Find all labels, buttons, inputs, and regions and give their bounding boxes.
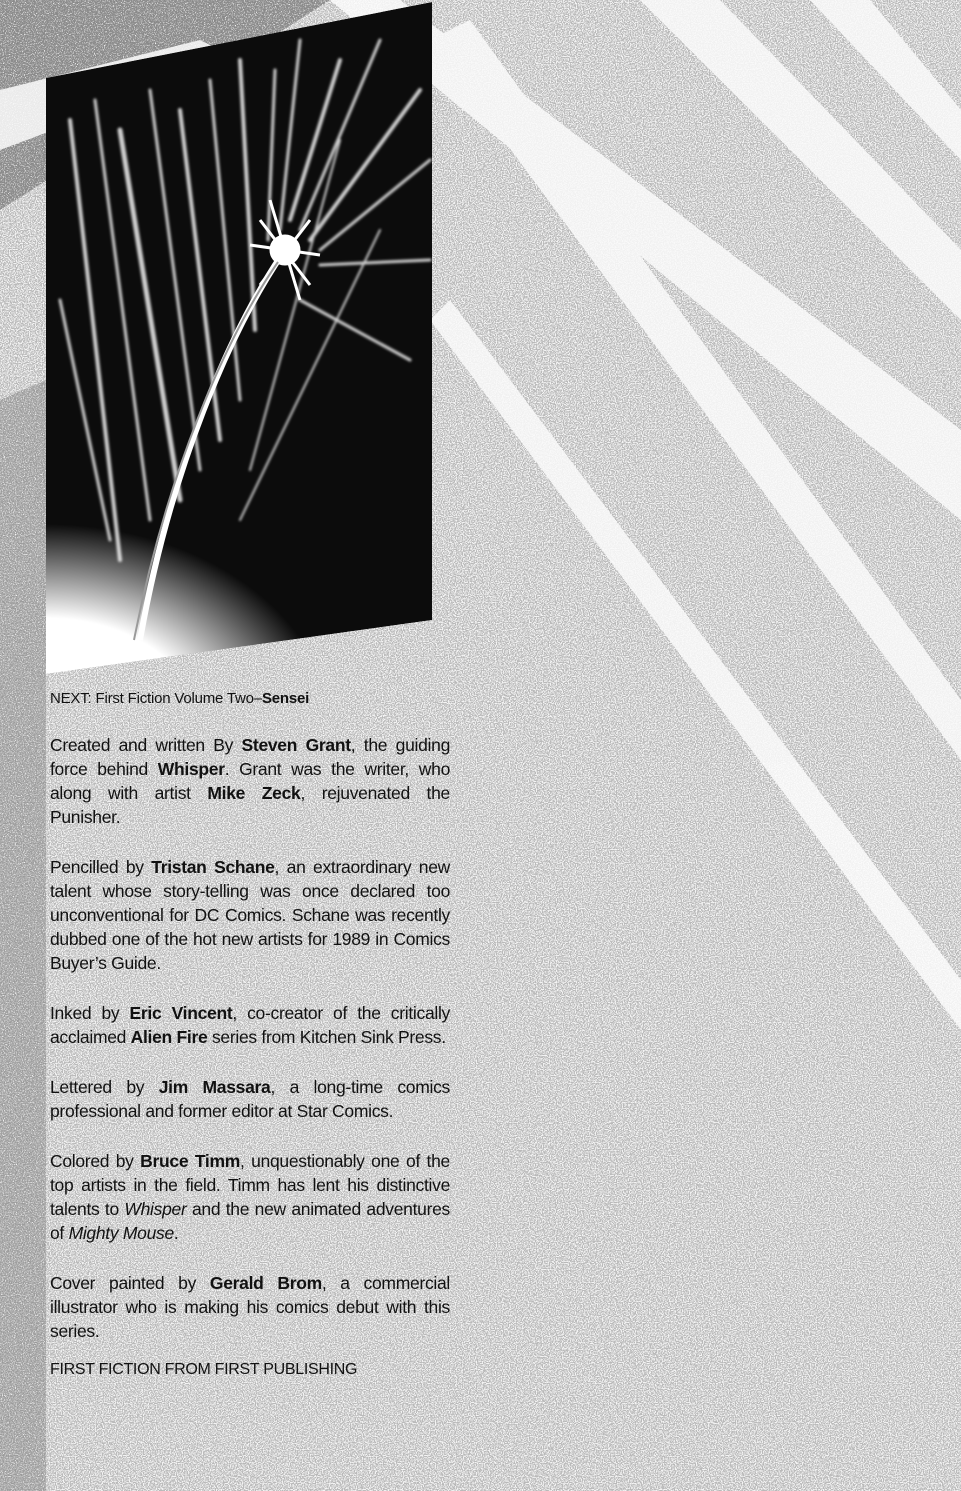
credit-text: series from Kitchen Sink Press. xyxy=(207,1027,446,1047)
credit-text: , a commercial illustrator who is making his comics debut with this series. xyxy=(50,1273,450,1341)
credit-paragraph xyxy=(50,1149,450,1245)
credit-title: Whisper xyxy=(124,1199,187,1219)
credit-paragraph xyxy=(50,1271,450,1343)
next-issue-prefix: NEXT: First Fiction Volume Two– xyxy=(50,690,262,707)
credit-text: Created and written By xyxy=(50,735,242,755)
footer-tagline: FIRST FICTION FROM FIRST PUBLISHING xyxy=(50,1361,358,1378)
credit-paragraph xyxy=(50,855,450,975)
credit-text: , rejuvenated the Punisher. xyxy=(50,783,450,827)
credit-text: Lettered by xyxy=(50,1077,159,1097)
credit-text: , co-creator of the critically acclaimed xyxy=(50,1003,451,1047)
credit-text: , the guiding force behind xyxy=(50,735,450,779)
credit-text: Inked by xyxy=(50,1003,130,1023)
credit-text: , unquestionably one of the top artists in the field. Timm has lent his distinctive talents to xyxy=(50,1151,450,1219)
credit-paragraph xyxy=(50,1001,450,1049)
credit-text: Colored by xyxy=(50,1151,141,1171)
speckle-band-left xyxy=(0,380,46,1491)
next-issue-line xyxy=(50,690,450,707)
next-issue-title: Sensei xyxy=(261,690,310,707)
credit-text: Cover painted by xyxy=(50,1273,210,1293)
credit-text: , an extraordinary new talent whose story-telling was once declared too unconventional for DC Comics. Schane was recently dubbed one of the hot new artists for 1989 in Comics Buyer’s Guide. xyxy=(50,857,451,973)
credit-paragraph xyxy=(50,1075,450,1123)
credit-name: Bruce Timm xyxy=(140,1151,240,1171)
credit-title: Mighty Mouse xyxy=(68,1223,174,1243)
credits-text xyxy=(50,690,450,1379)
credit-name: Mike Zeck xyxy=(207,783,301,803)
credit-text: , a long-time comics professional and former editor at Star Comics. xyxy=(50,1077,450,1121)
credit-name: Whisper xyxy=(157,759,225,779)
credit-name: Eric Vincent xyxy=(129,1003,233,1023)
credit-name: Gerald Brom xyxy=(209,1273,322,1293)
credit-text: Pencilled by xyxy=(50,857,152,877)
credit-name: Jim Massara xyxy=(158,1077,271,1097)
credit-name: Tristan Schane xyxy=(151,857,275,877)
credit-name: Steven Grant xyxy=(241,735,351,755)
credit-paragraph xyxy=(50,733,450,829)
credits-paragraphs xyxy=(50,733,450,1343)
credit-text: and the new animated adventures of xyxy=(50,1199,450,1243)
credit-text: . Grant was the writer, who along with artist xyxy=(50,759,450,803)
credit-text: . xyxy=(173,1223,179,1243)
credit-name: Alien Fire xyxy=(130,1027,208,1047)
